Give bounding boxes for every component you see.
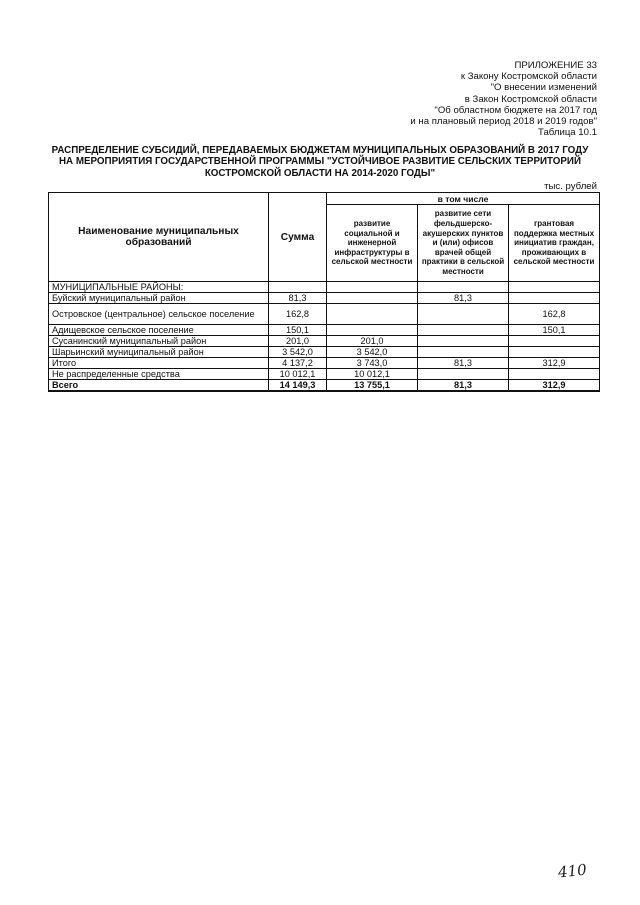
table-number: Таблица 10.1 — [538, 127, 597, 139]
row-sum: 150,1 — [269, 325, 327, 336]
row-grant-support: 312,9 — [509, 380, 600, 392]
row-infrastructure: 10 012,1 — [327, 369, 418, 380]
subsidy-table — [48, 192, 600, 392]
appendix-line: к Закону Костромской области — [460, 71, 597, 83]
row-name: Адищевское сельское поселение — [49, 325, 269, 336]
row-medical-points: 81,3 — [418, 380, 509, 392]
row-infrastructure — [327, 325, 418, 336]
header-including: в том числе — [327, 193, 600, 205]
row-name: Шарьинский муниципальный район — [49, 347, 269, 358]
section-label: МУНИЦИПАЛЬНЫЕ РАЙОНЫ: — [49, 282, 269, 293]
row-grant-support — [509, 369, 600, 380]
section-row — [49, 282, 600, 293]
table-row — [49, 336, 600, 347]
header-medical-points: развитие сети фельдшерско-акушерских пунктов и (или) офисов врачей общей практики в сельской местности — [418, 205, 509, 282]
row-sum: 4 137,2 — [269, 358, 327, 369]
row-sum: 162,8 — [269, 304, 327, 325]
appendix-line: и на плановый период 2018 и 2019 годов" — [410, 116, 597, 128]
heading-line: НА МЕРОПРИЯТИЯ ГОСУДАРСТВЕННОЙ ПРОГРАММЫ "УСТОЙЧИВОЕ РАЗВИТИЕ СЕЛЬСКИХ ТЕРРИТОРИЙ — [58, 156, 582, 168]
row-grant-support — [509, 336, 600, 347]
appendix-line: "Об областном бюджете на 2017 год — [434, 104, 597, 116]
row-infrastructure — [327, 293, 418, 304]
row-infrastructure: 3 743,0 — [327, 358, 418, 369]
row-medical-points: 81,3 — [418, 293, 509, 304]
row-infrastructure: 3 542,0 — [327, 347, 418, 358]
row-medical-points — [418, 325, 509, 336]
row-medical-points: 81,3 — [418, 358, 509, 369]
document-heading — [40, 145, 600, 179]
row-medical-points — [418, 369, 509, 380]
row-name: Не распределенные средства — [49, 369, 269, 380]
header-grant-support: грантовая поддержка местных инициатив граждан, проживающих в сельской местности — [509, 205, 600, 282]
row-name: Всего — [49, 380, 269, 392]
row-medical-points — [418, 304, 509, 325]
row-grant-support: 162,8 — [509, 304, 600, 325]
table-row — [49, 347, 600, 358]
subtotal-row — [49, 358, 600, 369]
row-grant-support — [509, 293, 600, 304]
header-infrastructure: развитие социальной и инженерной инфраструктуры в сельской местности — [327, 205, 418, 282]
heading-line: РАСПРЕДЕЛЕНИЕ СУБСИДИЙ, ПЕРЕДАВАЕМЫХ БЮДЖЕТАМ МУНИЦИПАЛЬНЫХ ОБРАЗОВАНИЙ В 2017 ГОДУ — [51, 145, 589, 156]
heading-line: КОСТРОМСКОЙ ОБЛАСТИ НА 2014-2020 ГОДЫ" — [204, 167, 436, 179]
row-medical-points — [418, 336, 509, 347]
row-name: Островское (центральное) сельское поселение — [49, 304, 269, 325]
header-sum: Сумма — [269, 193, 327, 282]
row-name: Сусанинский муниципальный район — [49, 336, 269, 347]
row-name: Буйский муниципальный район — [49, 293, 269, 304]
row-medical-points — [418, 347, 509, 358]
header-name: Наименование муниципальных образований — [49, 193, 269, 282]
appendix-line: "О внесении изменений — [490, 82, 597, 94]
row-infrastructure — [327, 304, 418, 325]
row-sum: 14 149,3 — [269, 380, 327, 392]
total-row — [49, 380, 600, 392]
row-infrastructure: 201,0 — [327, 336, 418, 347]
row-sum: 10 012,1 — [269, 369, 327, 380]
row-name: Итого — [49, 358, 269, 369]
row-sum: 201,0 — [269, 336, 327, 347]
appendix-line: в Закон Костромской области — [464, 93, 597, 105]
row-infrastructure: 13 755,1 — [327, 380, 418, 392]
table-row — [49, 304, 600, 325]
row-grant-support — [509, 347, 600, 358]
handwritten-page-number: 410 — [557, 860, 588, 882]
table-row — [49, 369, 600, 380]
table-row — [49, 325, 600, 336]
appendix-reference — [410, 60, 597, 138]
row-sum: 3 542,0 — [269, 347, 327, 358]
units-label: тыс. рублей — [544, 181, 597, 192]
table-row — [49, 293, 600, 304]
appendix-title: ПРИЛОЖЕНИЕ 33 — [514, 60, 597, 71]
row-grant-support: 150,1 — [509, 325, 600, 336]
row-grant-support: 312,9 — [509, 358, 600, 369]
row-sum: 81,3 — [269, 293, 327, 304]
